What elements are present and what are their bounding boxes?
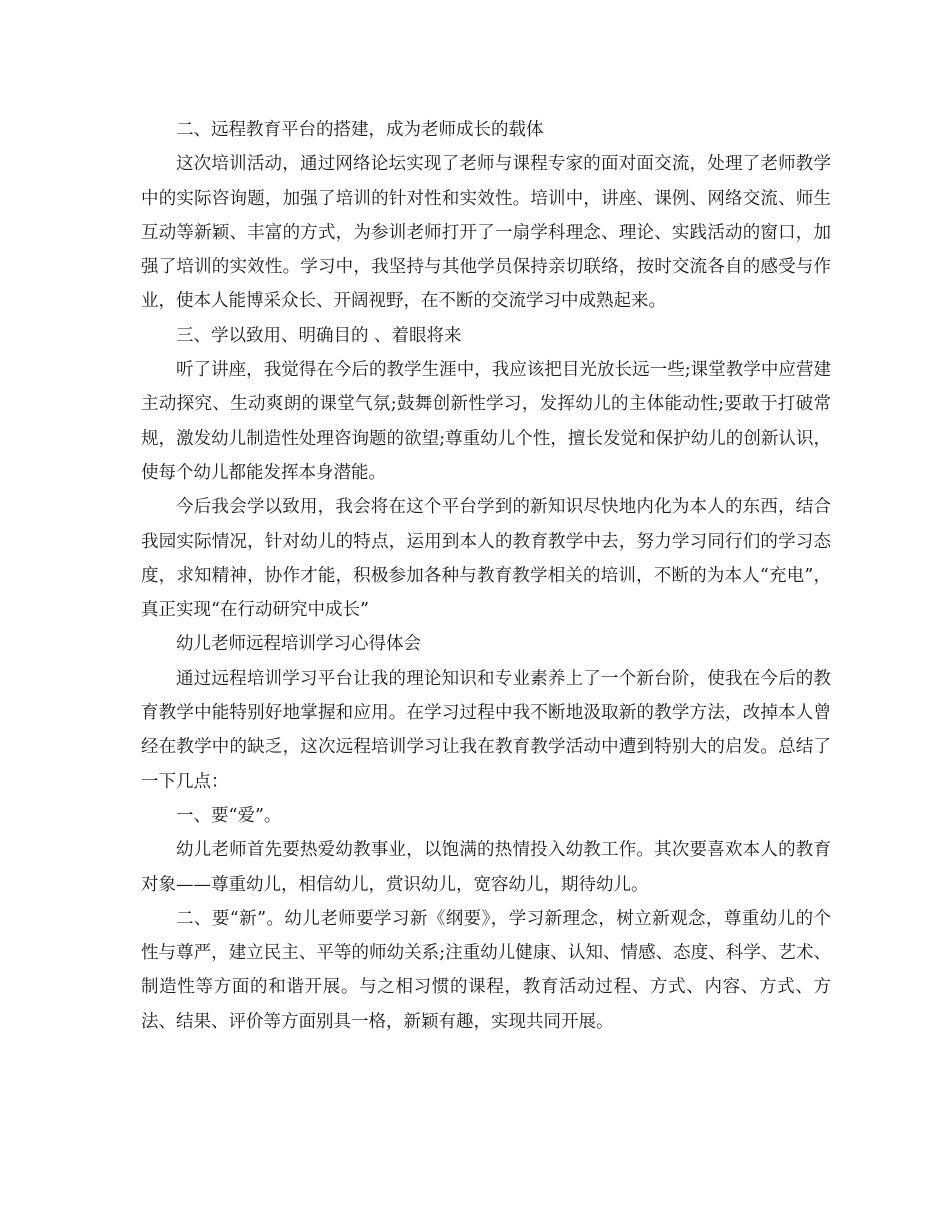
article-title: 幼儿老师远程培训学习心得体会 — [176, 634, 421, 655]
paragraph-new: 二、要“新”。幼儿老师要学习新《纲要》，学习新理念，树立新观念，尊重幼儿的个性与尊严，建立民主、平等的师幼关系;注重幼儿健康、认知、情感、态度、科学、艺术、制造性等方面的和谐开展。与之相习惯的课程，教育活动过程、方式、内容、方式、方法、结果、评价等方面别具一格，新颖有趣，实现共同开展。 — [141, 908, 831, 1032]
paragraph-platform-intro: 通过远程培训学习平台让我的理论知识和专业素养上了一个新台阶，使我在今后的教育教学中能特别好地掌握和应用。在学习过程中我不断地汲取新的教学方法，改掉本人曾经在教学中的缺乏，这次远程培训学习让我在教育教学活动中遭到特别大的启发。总结了一下几点： — [141, 668, 831, 792]
paragraph-lecture-reflection: 听了讲座，我觉得在今后的教学生涯中，我应该把目光放长远一些;课堂教学中应营建主动探究、生动爽朗的课堂气氛;鼓舞创新性学习，发挥幼儿的主体能动性;要敢于打破常规，激发幼儿制造性处理咨询题的欲望;尊重幼儿个性，擅长发觉和保护幼儿的创新认识，使每个幼儿都能发挥本身潜能。 — [141, 360, 831, 483]
paragraph-love: 幼儿老师首先要热爱幼教事业，以饱满的热情投入幼教工作。其次要喜欢本人的教育对象——尊重幼儿，相信幼儿，赏识幼儿，宽容幼儿，期待幼儿。 — [141, 840, 831, 895]
section-heading-apply-learning: 三、学以致用、明确目的 、着眼将来 — [176, 325, 462, 346]
paragraph-future-plans: 今后我会学以致用，我会将在这个平台学到的新知识尽快地内化为本人的东西，结合我园实际情况，针对幼儿的特点，运用到本人的教育教学中去，努力学习同行们的学习态度，求知精神，协作才能，积极参加各种与教育教学相关的培训，不断的为本人“充电”，真正实现“在行动研究中成长” — [141, 497, 831, 621]
document-body — [141, 113, 831, 1039]
section-heading-remote-platform: 二、远程教育平台的搭建，成为老师成长的载体 — [176, 120, 544, 140]
point-heading-love: 一、要“爱”。 — [176, 805, 282, 826]
paragraph-training-activity: 这次培训活动，通过网络论坛实现了老师与课程专家的面对面交流，处理了老师教学中的实际咨询题，加强了培训的针对性和实效性。培训中，讲座、课例、网络交流、师生互动等新颖、丰富的方式，为参训老师打开了一扇学科理念、理论、实践活动的窗口，加强了培训的实效性。学习中，我坚持与其他学员保持亲切联络，按时交流各自的感受与作业，使本人能博采众长、开阔视野，在不断的交流学习中成熟起来。 — [141, 154, 831, 312]
